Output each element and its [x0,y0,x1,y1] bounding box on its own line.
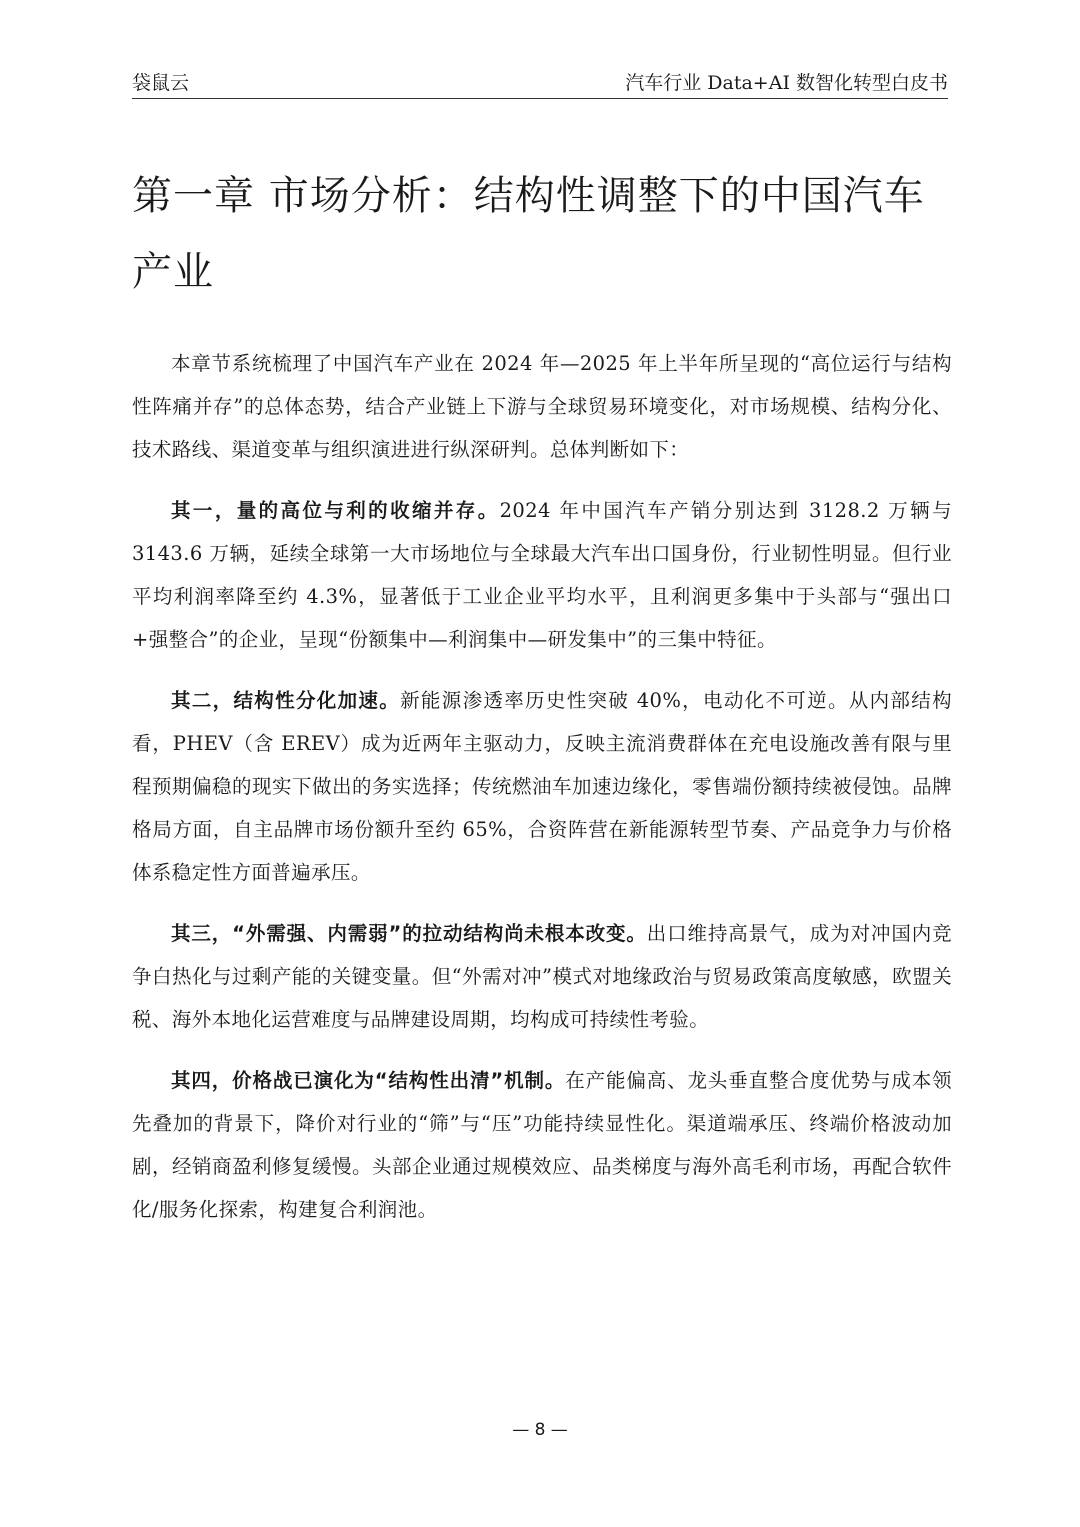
point-lead: 其一，量的高位与利的收缩并存。 [171,499,500,522]
page-header [132,62,948,99]
point-body: 出口维持高景气，成为对冲国内竞争白热化与过剩产能的关键变量。但“外需对冲”模式对地缘政治与贸易政策高度敏感，欧盟关税、海外本地化运营难度与品牌建设周期，均构成可持续性考验。 [132,922,952,1031]
company-name: 袋鼠云 [132,72,190,94]
document-title: 汽车行业 Data+AI 数智化转型白皮书 [625,72,948,94]
point-body: 2024 年中国汽车产销分别达到 3128.2 万辆与 3143.6 万辆，延续全球第一大市场地位与全球最大汽车出口国身份，行业韧性明显。但行业平均利润率降至约 4.3%，显著低于工业企业平均水平，且利润更多集中于头部与“强出口+强整合”的企业，呈现“份额集中—利润集中—研发集中”的三集中特征。 [132,499,952,651]
point-lead: 其二，结构性分化加速。 [171,689,401,712]
point-lead: 其三，“外需强、内需弱”的拉动结构尚未根本改变。 [171,922,647,945]
chapter-title: 第一章 市场分析：结构性调整下的中国汽车产业 [132,173,925,295]
intro-paragraph: 本章节系统梳理了中国汽车产业在 2024 年—2025 年上半年所呈现的“高位运行与结构性阵痛并存”的总体态势，结合产业链上下游与全球贸易环境变化，对市场规模、结构分化、技术路线、渠道变革与组织演进进行纵深研判。总体判断如下： [132,352,952,461]
point-paragraph-2 [132,679,952,894]
point-body: 新能源渗透率历史性突破 40%，电动化不可逆。从内部结构看，PHEV（含 EREV）成为近两年主驱动力，反映主流消费群体在充电设施改善有限与里程预期偏稳的现实下做出的务实选择；传统燃油车加速边缘化，零售端份额持续被侵蚀。品牌格局方面，自主品牌市场份额升至约 65%，合资阵营在新能源转型节奏、产品竞争力与价格体系稳定性方面普遍承压。 [132,689,952,884]
point-paragraph-4 [132,1059,952,1231]
point-body: 在产能偏高、龙头垂直整合度优势与成本领先叠加的背景下，降价对行业的“筛”与“压”功能持续显性化。渠道端承压、终端价格波动加剧，经销商盈利修复缓慢。头部企业通过规模效应、品类梯度与海外高毛利市场，再配合软件化/服务化探索，构建复合利润池。 [132,1069,952,1221]
chapter-body [132,342,952,1249]
point-lead: 其四，价格战已演化为“结构性出清”机制。 [171,1069,566,1092]
point-paragraph-1 [132,489,952,661]
page-number: — 8 — [512,1420,568,1440]
point-paragraph-3 [132,912,952,1041]
